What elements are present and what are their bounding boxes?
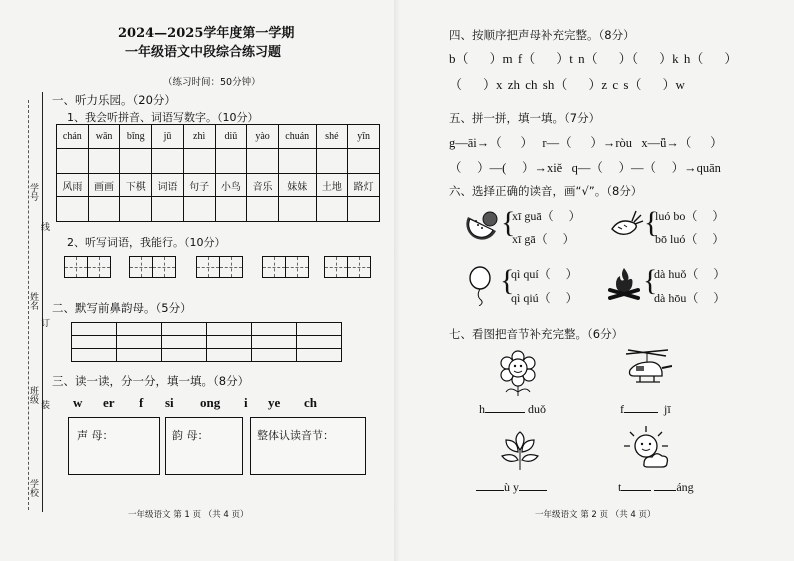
margin-label-class: 班级: [28, 386, 38, 404]
helicopter-icon: [622, 348, 672, 392]
section-3-heading: 三、读一读，分一分，填一填。（8分）: [52, 374, 250, 388]
time-note: （练习时间：50分钟）: [163, 77, 261, 88]
pinyin-row: [57, 125, 380, 149]
binding-line: [42, 92, 43, 512]
page-1-footer: 一年级语文 第 1 页 （共 4 页）: [128, 510, 249, 520]
pinyin-cell: shé: [316, 125, 348, 149]
sec3-item: w: [73, 395, 83, 410]
pinyin-cell: chán: [57, 125, 89, 149]
answer-row[interactable]: [57, 197, 380, 222]
word-cell: 风雨: [57, 174, 89, 197]
brace-1: {: [501, 206, 516, 239]
page-2: [400, 0, 794, 561]
word-cell: 小鸟: [215, 174, 247, 197]
answer-row[interactable]: [57, 149, 380, 174]
campfire-icon: [606, 266, 642, 302]
word-cell: 妹妹: [278, 174, 316, 197]
option-2b[interactable]: bō luó（ ）: [655, 232, 725, 246]
option-3b[interactable]: qì qiú（ ）: [511, 291, 578, 305]
sec7-answer-2[interactable]: f jī: [620, 402, 671, 416]
option-3a[interactable]: qì quí（ ）: [511, 267, 578, 281]
section-6-heading: 六、选择正确的读音，画“√”。（8分）: [449, 184, 643, 198]
word-cell: 画画: [88, 174, 120, 197]
sec3-item: ch: [304, 395, 317, 410]
pinyin-cell: wān: [88, 125, 120, 149]
flower-icon: [496, 350, 540, 396]
word-cell: 土地: [316, 174, 348, 197]
word-cell: 路灯: [348, 174, 380, 197]
section-1-heading: 一、听力乐园。（20分）: [52, 93, 176, 107]
radish-icon: [608, 209, 644, 241]
word-cell: 音乐: [247, 174, 279, 197]
sun-icon: [622, 424, 670, 470]
brace-2: {: [644, 206, 659, 239]
word-cell: 下棋: [120, 174, 152, 197]
page-2-footer: 一年级语文 第 2 页 （共 4 页）: [535, 510, 656, 520]
option-4a[interactable]: dà huǒ（ ）: [654, 267, 726, 281]
leaves-icon: [498, 428, 542, 470]
section-7-heading: 七、看图把音节补充完整。（6分）: [449, 327, 624, 341]
sec5-row-1[interactable]: g—āi→（ ） r—（ ）→ròu x—ǖ→（ ）: [449, 136, 723, 150]
margin-label-line: 线: [39, 222, 49, 231]
yunmu-box[interactable]: [165, 417, 243, 475]
sec7-answer-1[interactable]: h duǒ: [479, 402, 546, 416]
pinyin-cell: diǔ: [215, 125, 247, 149]
sec3-item: ong: [200, 395, 221, 410]
margin-label-seal: 订: [39, 318, 49, 327]
shengmu-box[interactable]: [68, 417, 160, 475]
option-1a[interactable]: xī guā（ ）: [512, 209, 581, 223]
margin-label-school: 学校: [28, 479, 38, 497]
exam-subtitle: 一年级语文中段综合练习题: [125, 45, 282, 60]
sec7-answer-3[interactable]: ù y: [476, 481, 547, 493]
section-1-q1: 1、我会听拼音、词语写数字。（10分）: [67, 111, 259, 124]
option-4b[interactable]: dà hōu（ ）: [654, 291, 726, 305]
section-1-q2: 2、听写词语，我能行。（10分）: [67, 236, 226, 249]
sec3-item: si: [165, 395, 174, 410]
four-line-grid[interactable]: [71, 322, 342, 362]
listen-table: [56, 124, 380, 222]
sec7-answer-4[interactable]: t áng: [618, 480, 694, 494]
whole-syllable-label: 整体认读音节：: [257, 429, 334, 442]
watermelon-icon: [466, 209, 498, 241]
section-2-heading: 二、默写前鼻韵母。（5分）: [52, 301, 192, 315]
sec3-item: f: [139, 395, 144, 410]
section-5-heading: 五、拼一拼，填一填。（7分）: [449, 111, 601, 125]
page-1: [0, 0, 395, 561]
option-2a[interactable]: luó bo（ ）: [655, 209, 725, 223]
pinyin-cell: jū: [152, 125, 184, 149]
margin-label-student-no: 学号: [28, 183, 38, 201]
brace-3: {: [500, 264, 515, 297]
yunmu-label: 韵 母：: [172, 429, 209, 442]
balloon-icon: [466, 266, 494, 306]
sec3-item: i: [244, 395, 248, 410]
option-1b[interactable]: xī gā（ ）: [512, 232, 575, 246]
sec3-item: er: [103, 395, 115, 410]
whole-syllable-box[interactable]: [250, 417, 366, 475]
pinyin-cell: yīn: [348, 125, 380, 149]
word-row: [57, 174, 380, 197]
pinyin-cell: bīng: [120, 125, 152, 149]
shengmu-label: 声 母：: [77, 429, 114, 442]
sec4-row-1[interactable]: b（ ）m f（ ）t n（ ）（ ）k h（ ）: [449, 51, 738, 66]
word-cell: 句子: [183, 174, 215, 197]
brace-4: {: [643, 264, 658, 297]
pinyin-cell: zhì: [183, 125, 215, 149]
margin-label-name: 姓名: [28, 292, 38, 310]
sec4-row-2[interactable]: （ ）x zh ch sh（ ）z c s（ ）w: [449, 77, 685, 92]
sec3-item: ye: [268, 395, 281, 410]
section-4-heading: 四、按顺序把声母补充完整。（8分）: [449, 28, 635, 42]
sec5-row-2[interactable]: （ ）—( ）→xiě q—（ ）—（ ）→quān: [449, 161, 721, 175]
margin-label-bind: 装: [39, 400, 49, 409]
exam-title: 2024—2025学年度第一学期: [118, 26, 295, 41]
pinyin-cell: chuán: [278, 125, 316, 149]
word-cell: 词语: [152, 174, 184, 197]
pinyin-cell: yào: [247, 125, 279, 149]
